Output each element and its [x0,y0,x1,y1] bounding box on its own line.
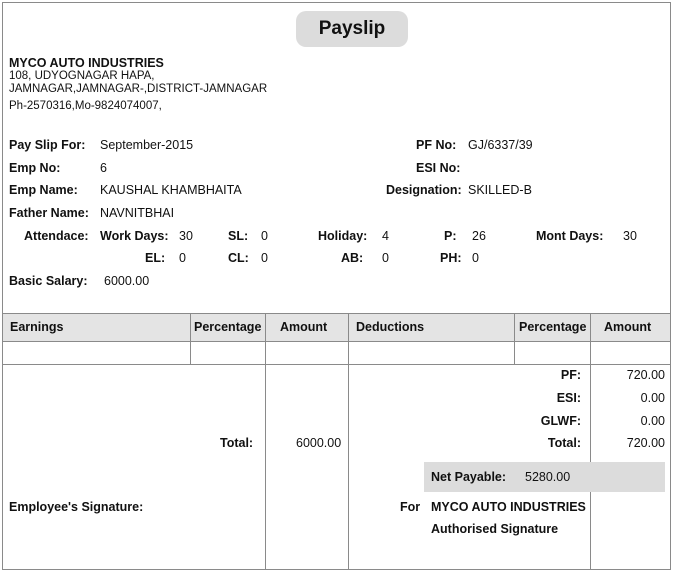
table-col-divider [590,313,591,570]
pay-slip-for-value: September-2015 [100,138,194,152]
pf-no-label: PF No: [416,138,457,152]
esi-no-label: ESI No: [416,161,461,175]
holiday-value: 4 [382,229,389,243]
emp-no-value: 6 [100,161,107,175]
cl-value: 0 [261,251,268,265]
ph-value: 0 [472,251,479,265]
work-days-value: 30 [179,229,193,243]
header-deductions: Deductions [356,320,425,334]
deductions-total-label: Total: [547,436,581,450]
emp-name-value: KAUSHAL KHAMBHAITA [100,183,242,197]
payslip-title: Payslip [296,11,408,47]
header-deductions-amount: Amount [604,320,652,334]
net-payable-value: 5280.00 [525,470,571,484]
earnings-total-label: Total: [220,436,254,450]
p-value: 26 [472,229,486,243]
table-col-divider [514,313,515,364]
table-row-rule [3,364,670,365]
father-name-value: NAVNITBHAI [100,206,175,220]
sl-label: SL: [228,229,249,243]
company-address-line2: JAMNAGAR,JAMNAGAR-,DISTRICT-JAMNAGAR [9,83,268,95]
mont-days-value: 30 [623,229,637,243]
for-label: For [400,500,421,514]
ph-label: PH: [440,251,462,265]
company-name: MYCO AUTO INDUSTRIES [9,56,164,70]
ab-value: 0 [382,251,389,265]
header-deductions-percentage: Percentage [519,320,587,334]
header-earnings: Earnings [10,320,64,334]
p-label: P: [444,229,457,243]
company-address-line1: 108, UDYOGNAGAR HAPA, [9,70,155,82]
ab-label: AB: [341,251,364,265]
deduction-glwf-label: GLWF: [540,414,581,428]
table-col-divider [190,313,191,364]
deduction-esi-label: ESI: [556,391,581,405]
company-phone: Ph-2570316,Mo-9824074007, [9,100,162,112]
deduction-esi-amount: 0.00 [640,391,665,405]
holiday-label: Holiday: [318,229,368,243]
basic-salary-value: 6000.00 [104,274,150,288]
deduction-glwf-amount: 0.00 [640,414,665,428]
el-value: 0 [179,251,186,265]
deduction-pf-amount: 720.00 [626,368,665,382]
signature-company-name: MYCO AUTO INDUSTRIES [431,500,586,514]
mont-days-label: Mont Days: [536,229,604,243]
deduction-pf-label: PF: [560,368,581,382]
employee-signature-label: Employee's Signature: [9,500,144,514]
net-payable-label: Net Payable: [431,470,507,484]
table-header-rule [3,341,670,342]
pay-slip-for-label: Pay Slip For: [9,138,86,152]
table-col-divider [265,313,266,570]
table-top-rule [3,313,670,314]
header-earnings-amount: Amount [280,320,328,334]
header-earnings-percentage: Percentage [194,320,262,334]
sl-value: 0 [261,229,268,243]
work-days-label: Work Days: [100,229,169,243]
cl-label: CL: [228,251,249,265]
table-col-divider [348,313,349,570]
el-label: EL: [145,251,166,265]
emp-name-label: Emp Name: [9,183,78,197]
pf-no-value: GJ/6337/39 [468,138,533,152]
emp-no-label: Emp No: [9,161,61,175]
attendance-label: Attendace: [24,229,89,243]
deductions-total-value: 720.00 [626,436,665,450]
designation-label: Designation: [386,183,462,197]
basic-salary-label: Basic Salary: [9,274,88,288]
authorised-signature-label: Authorised Signature [431,522,559,536]
designation-value: SKILLED-B [468,183,532,197]
father-name-label: Father Name: [9,206,89,220]
earnings-total-value: 6000.00 [296,436,342,450]
